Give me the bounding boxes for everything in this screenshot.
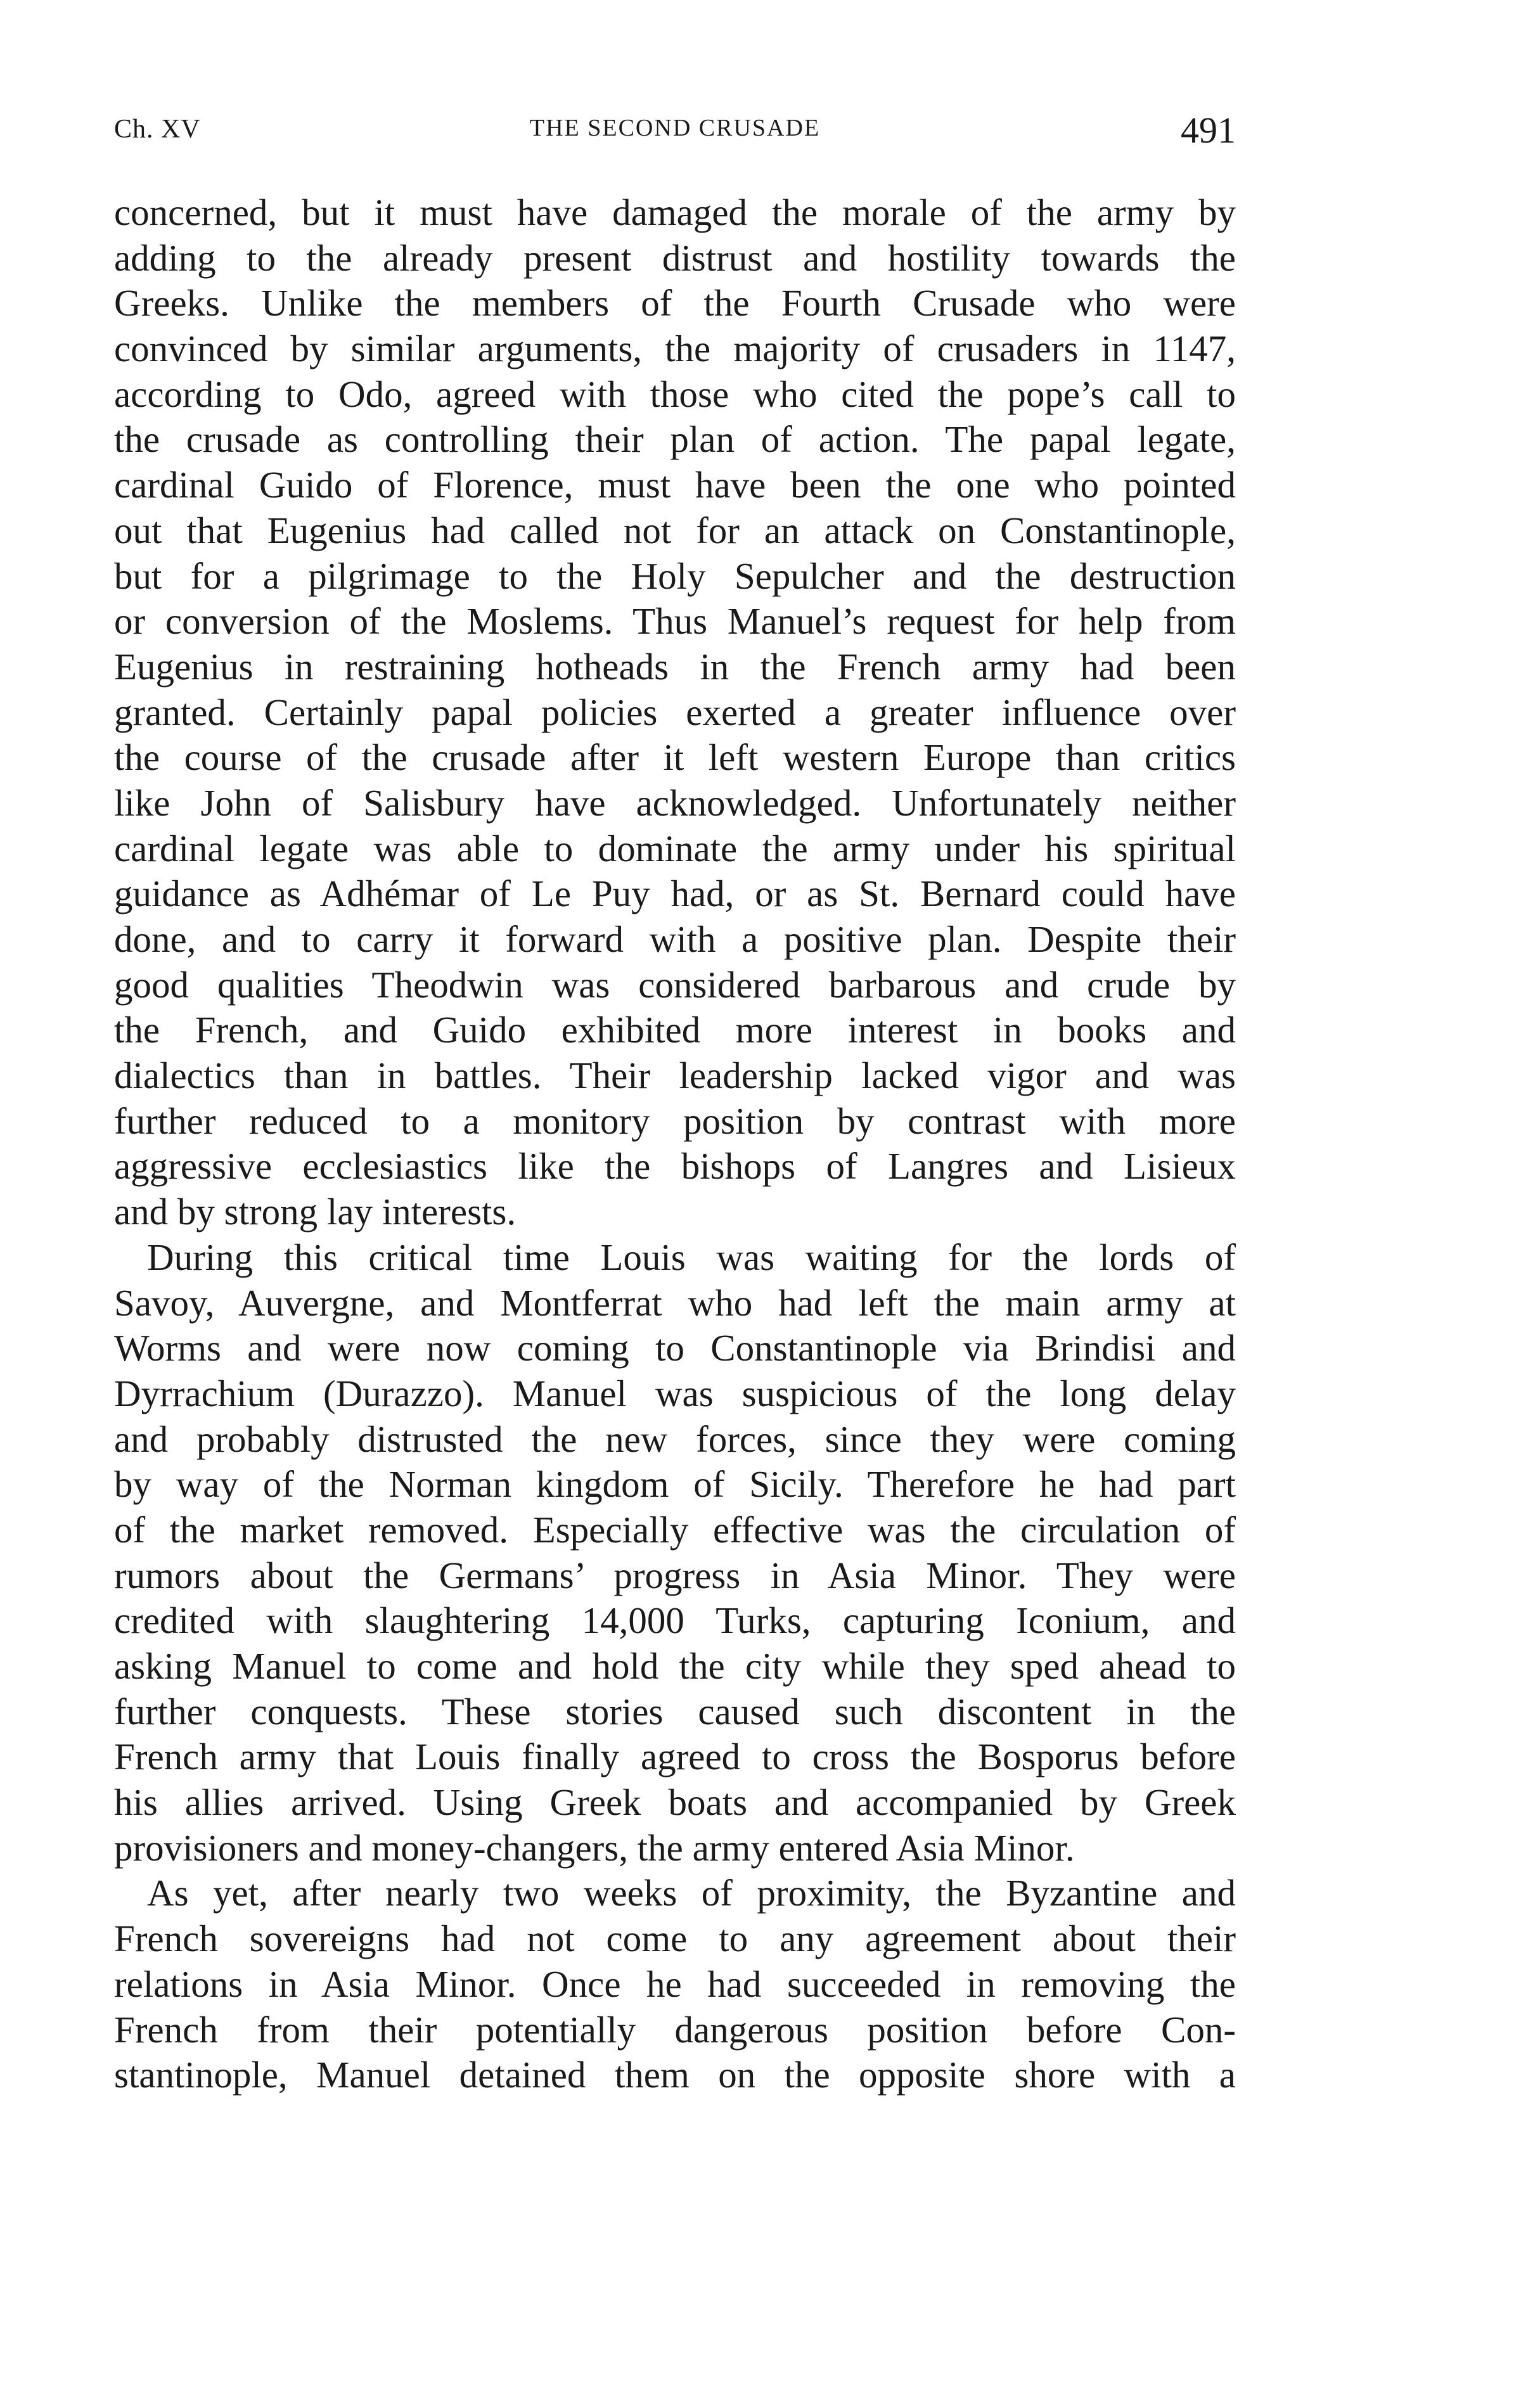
text-line: or conversion of the Moslems. Thus Manuel’s request for help from [114,600,1236,643]
text-line: guidance as Adhémar of Le Puy had, or as St. Bernard could have [114,873,1236,915]
text-line: As yet, after nearly two weeks of proximity, the Byzantine and [147,1872,1236,1914]
page-number: 491 [1181,110,1236,151]
text-line: rumors about the Germans’ progress in Asia Minor. They were [114,1554,1236,1596]
text-line: by way of the Norman kingdom of Sicily. Therefore he had part [114,1463,1236,1506]
text-line: French sovereigns had not come to any agreement about their [114,1918,1236,1960]
text-line: Dyrrachium (Durazzo). Manuel was suspicious of the long delay [114,1372,1236,1414]
text-line: dialectics than in battles. Their leadership lacked vigor and was [114,1054,1236,1097]
text-line: good qualities Theodwin was considered barbarous and crude by [114,963,1236,1006]
text-line: of the market removed. Especially effective was the circulation of [114,1508,1236,1551]
text-line: out that Eugenius had called not for an attack on Constantinople, [114,509,1236,551]
text-line: cardinal Guido of Florence, must have been the one who pointed [114,464,1236,506]
text-line: Eugenius in restraining hotheads in the French army had been [114,645,1236,688]
text-line: Greeks. Unlike the members of the Fourth Crusade who were [114,282,1236,324]
text-line: done, and to carry it forward with a positive plan. Despite their [114,918,1236,960]
text-line: relations in Asia Minor. Once he had succeeded in removing the [114,1963,1236,2005]
running-head [114,109,1236,160]
text-line: adding to the already present distrust and hostility towards the [114,236,1236,279]
text-line: During this critical time Louis was waiting for the lords of [147,1236,1236,1278]
text-line: further reduced to a monitory position by contrast with more [114,1099,1236,1142]
text-line: further conquests. These stories caused such discontent in the [114,1690,1236,1732]
text-line: French army that Louis finally agreed to cross the Bosporus before [114,1736,1236,1778]
text-line: asking Manuel to come and hold the city while they sped ahead to [114,1645,1236,1687]
text-line: his allies arrived. Using Greek boats and accompanied by Greek [114,1781,1236,1824]
text-line: convinced by similar arguments, the majority of crusaders in 1147, [114,328,1236,370]
text-line: Savoy, Auvergne, and Montferrat who had left the main army at [114,1281,1236,1324]
text-line: French from their potentially dangerous position before Con- [114,2008,1236,2051]
text-line: concerned, but it must have damaged the morale of the army by [114,191,1236,233]
text-line: and probably distrusted the new forces, since they were coming [114,1418,1236,1460]
text-line: the course of the crusade after it left western Europe than critics [114,736,1236,779]
text-line: the French, and Guido exhibited more interest in books and [114,1009,1236,1051]
text-line: aggressive ecclesiastics like the bishops of Langres and Lisieux [114,1145,1236,1188]
running-title: THE SECOND CRUSADE [529,115,821,141]
text-line: but for a pilgrimage to the Holy Sepulcher and the destruction [114,554,1236,597]
chapter-label: Ch. XV [114,115,201,144]
text-line: cardinal legate was able to dominate the army under his spiritual [114,827,1236,869]
text-line: Worms and were now coming to Constantinople via Brindisi and [114,1327,1236,1369]
text-line: stantinople, Manuel detained them on the opposite shore with a [114,2054,1236,2096]
text-line: according to Odo, agreed with those who cited the pope’s call to [114,373,1236,415]
text-line: the crusade as controlling their plan of action. The papal legate, [114,418,1236,461]
body-text [114,190,1236,2098]
text-line: credited with slaughtering 14,000 Turks, capturing Iconium, and [114,1599,1236,1642]
text-line: granted. Certainly papal policies exerted a greater influence over [114,691,1236,733]
text-line: and by strong lay interests. [114,1191,517,1233]
text-line: provisioners and money-changers, the army entered Asia Minor. [114,1826,1075,1869]
text-line: like John of Salisbury have acknowledged. Unfortunately neither [114,781,1236,824]
